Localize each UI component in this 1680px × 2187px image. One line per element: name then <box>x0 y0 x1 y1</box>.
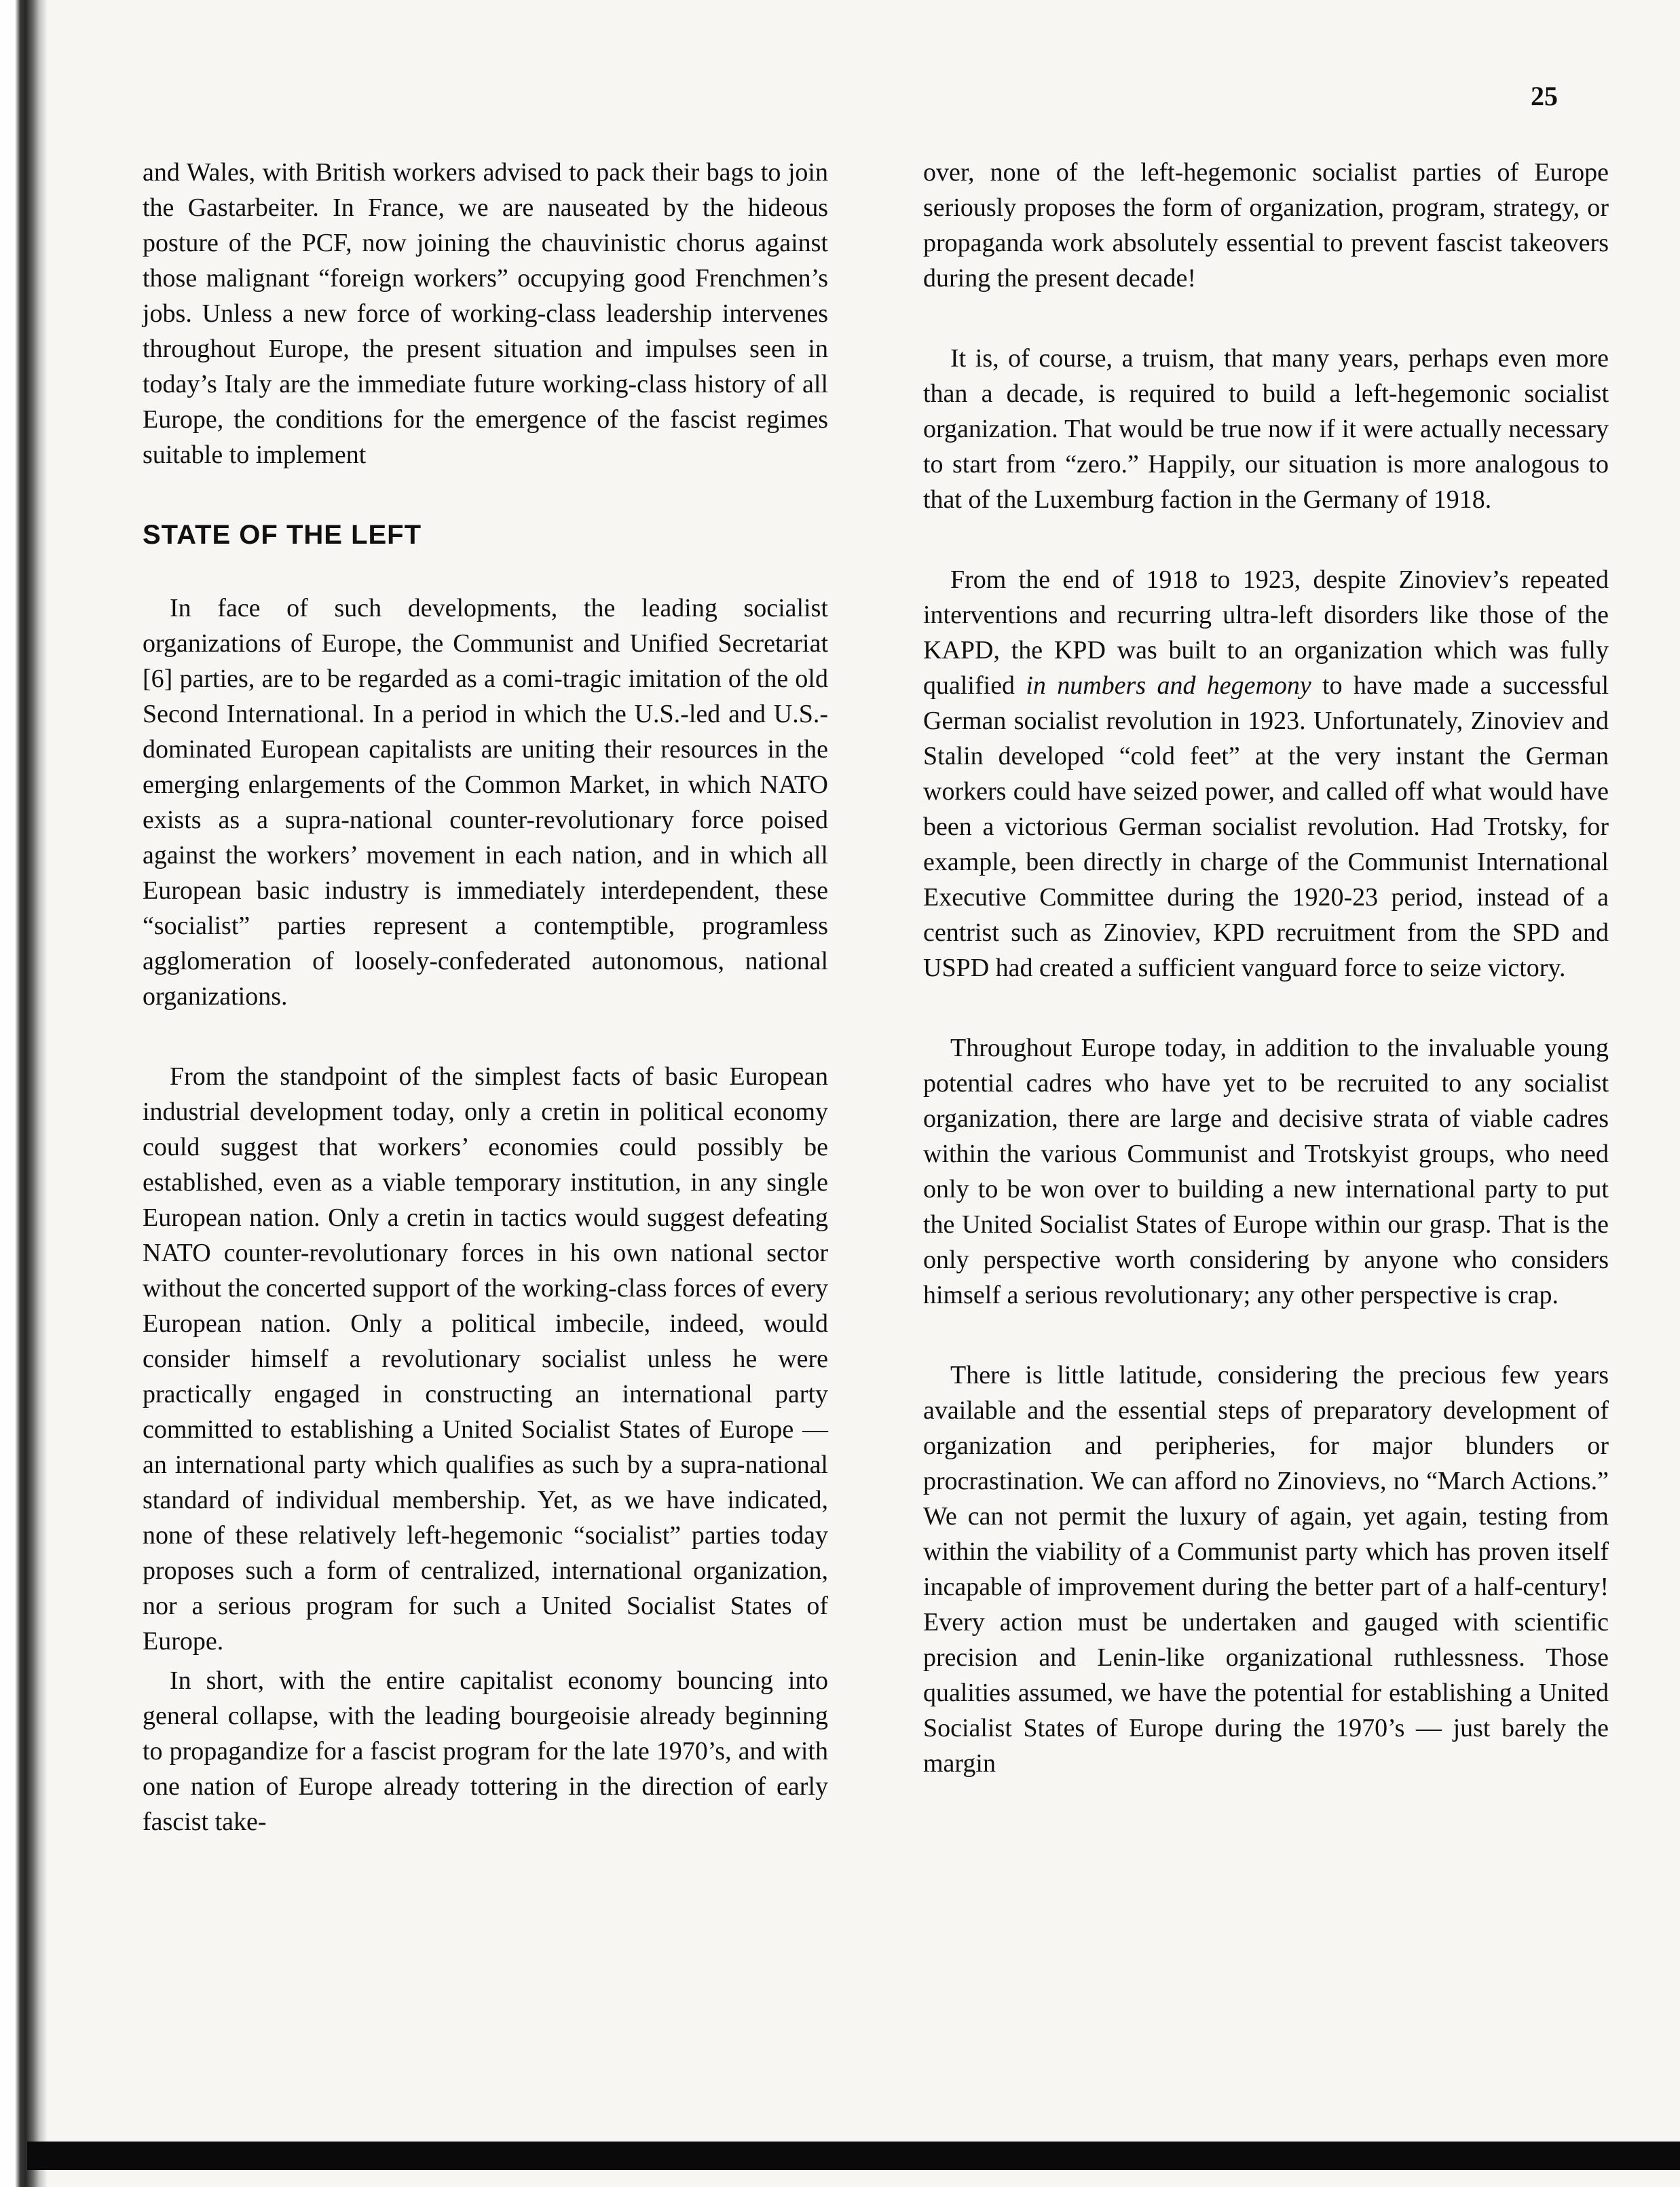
scan-bottom-border <box>27 2142 1680 2170</box>
paragraph: In short, with the entire capitalist economy bouncing into general collapse, with the leading bourgeoisie already beginning to propagandize for a fascist program for the late 1970’s, and with one nation of Europe already tottering in the direction of early fascist take- <box>143 1666 828 1836</box>
paragraph: and Wales, with British workers advised to pack their bags to join the Gastarbeiter. In France, we are nauseated by the hideous posture of the PCF, now joining the chauvinistic chorus against those malignant “foreign workers” occupying good Frenchmen’s jobs. Unless a new force of working-class leadership intervenes throughout Europe, the present situation and impulses seen in today’s Italy are the immediate future working-class history of all Europe, the conditions for the emergence of the fascist regimes suitable to implement <box>143 158 828 469</box>
page-number: 25 <box>1531 81 1558 111</box>
paragraph: It is, of course, a truism, that many years, perhaps even more than a decade, is required to build a left-hegemonic socialist organization. That would be true now if it were actually necessary to start from “zero.” Happily, our situation is more analogous to that of the Luxemburg faction in the Germany of 1918. <box>923 344 1609 514</box>
left-column <box>143 155 828 2082</box>
paragraph: Throughout Europe today, in addition to the invaluable young potential cadres who have yet to be recruited to any socialist organization, there are large and decisive strata of viable cadres within the various Communist and Trotskyist groups, who need only to be won over to building a new international party to put the United Socialist States of Europe within our grasp. That is the only perspective worth considering by anyone who considers himself a serious revolutionary; any other perspective is crap. <box>923 1034 1609 1309</box>
emphasis-text: in numbers and hegemony <box>1026 671 1311 700</box>
scan-binding-edge <box>0 0 48 2187</box>
paragraph <box>923 562 1609 986</box>
paragraph: There is little latitude, considering the precious few years available and the essential steps of preparatory development of organization and peripheries, for major blunders or procrastination. We can afford no Zinovievs, no “March Actions.” We can not permit the luxury of again, yet again, testing from within the viability of a Communist party which has proven itself incapable of improvement during the better part of a half-century! Every action must be undertaken and gauged with scientific precision and Lenin-like organizational ruthlessness. Those qualities assumed, we have the potential for establishing a United Socialist States of Europe during the 1970’s — just barely the margin <box>923 1361 1609 1778</box>
right-column <box>923 155 1609 2082</box>
section-heading: STATE OF THE LEFT <box>143 520 422 550</box>
paragraph-text: From the end of 1918 to 1923, despite Zinoviev’s repeated interventions and recurring ultra-left disorders like those of the KAPD, the KPD was built to an organization which was fully qualified <box>923 565 1609 700</box>
paragraph: From the standpoint of the simplest facts of basic European industrial development today, only a cretin in political economy could suggest that workers’ economies could possibly be established, even as a viable temporary institution, in any single European nation. Only a cretin in tactics would suggest defeating NATO counter-revolutionary forces in his own national sector without the concerted support of the working-class forces of every European nation. Only a political imbecile, indeed, would consider himself a revolutionary socialist unless he were practically engaged in constructing an international party committed to establishing a United Socialist States of Europe — an international party which qualifies as such by a supra-national standard of individual membership. Yet, as we have indicated, none of these relatively left-hegemonic “socialist” parties today proposes such a form of centralized, international organization, nor a serious program for such a United Socialist States of Europe. <box>143 1062 828 1656</box>
paragraph: over, none of the left-hegemonic socialist parties of Europe seriously proposes the form of organization, program, strategy, or propaganda work absolutely essential to prevent fascist takeovers during the present decade! <box>923 158 1609 293</box>
paragraph: In face of such developments, the leading socialist organizations of Europe, the Communist and Unified Secretariat [6] parties, are to be regarded as a comi-tragic imitation of the old Second International. In a period in which the U.S.-led and U.S.-dominated European capitalists are uniting their resources in the emerging enlargements of the Common Market, in which NATO exists as a supra-national counter-revolutionary force poised against the workers’ movement in each nation, and in which all European basic industry is immediately interdependent, these “socialist” parties represent a contemptible, programless agglomeration of loosely-confederated autonomous, national organizations. <box>143 594 828 1011</box>
paragraph-text: to have made a successful German socialist revolution in 1923. Unfortunately, Zinoviev and Stalin developed “cold feet” at the very instant the German workers could have seized power, and called off what would have been a victorious German socialist revolution. Had Trotsky, for example, been directly in charge of the Communist International Executive Committee during the 1920-23 period, instead of a centrist such as Zinoviev, KPD recruitment from the SPD and USPD had created a sufficient vanguard force to seize victory. <box>923 671 1609 982</box>
